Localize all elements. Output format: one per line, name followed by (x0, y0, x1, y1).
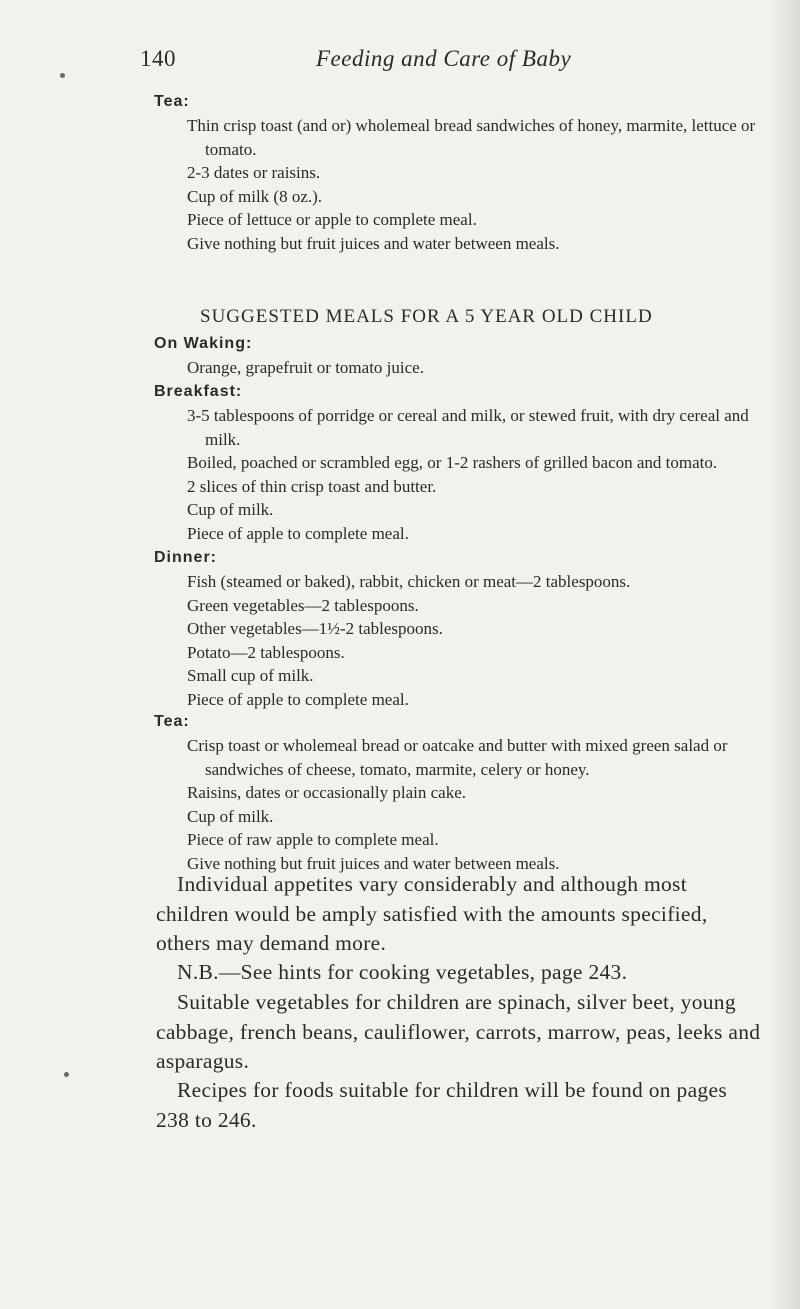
meal-dinner (154, 546, 764, 711)
meal-item: Piece of lettuce or apple to complete meal. (187, 210, 477, 229)
meal-breakfast (154, 380, 764, 545)
meal-on-waking (154, 332, 764, 380)
section-heading: SUGGESTED MEALS FOR A 5 YEAR OLD CHILD (200, 306, 653, 327)
page-number: 140 (140, 46, 176, 71)
meal-item: Piece of apple to complete meal. (187, 689, 409, 709)
tea-intro-block (154, 90, 764, 255)
meal-label: Tea: (154, 93, 190, 110)
meal-item: 3-5 tablespoons of porridge or cereal and milk, or stewed fruit, with dry cereal and milk. (187, 406, 749, 449)
print-speck (60, 73, 65, 78)
meal-label: Breakfast: (154, 383, 243, 400)
meal-item: Boiled, poached or scrambled egg, or 1-2 rashers of grilled bacon and tomato. (187, 453, 718, 472)
note-paragraph (156, 988, 764, 1077)
meal-item: Potato—2 tablespoons. (187, 642, 345, 662)
print-speck (64, 1072, 69, 1077)
meal-tea (154, 710, 764, 875)
meal-item: Raisins, dates or occasionally plain cake. (187, 783, 466, 802)
meal-item: Orange, grapefruit or tomato juice. (187, 358, 424, 377)
meal-item: Piece of raw apple to complete meal. (187, 830, 439, 849)
meal-item: Crisp toast or wholemeal bread or oatcake and butter with mixed green salad or sandwiches of cheese, tomato, marmite, celery or honey. (187, 736, 728, 779)
note-paragraph (156, 870, 764, 959)
paragraph-appetites: Individual appetites vary considerably and although most children would be amply satisfied with the amounts specified, others may demand more. (156, 872, 708, 955)
meal-item: Piece of apple to complete meal. (187, 523, 409, 543)
meal-item: Green vegetables—2 tablespoons. (187, 595, 419, 615)
running-title: Feeding and Care of Baby (316, 46, 572, 71)
paragraph-nb: N.B.—See hints for cooking vegetables, page 243. (177, 960, 628, 984)
meal-item: Fish (steamed or baked), rabbit, chicken or meat—2 tablespoons. (187, 572, 631, 591)
meal-item: Give nothing but fruit juices and water between meals. (187, 853, 560, 873)
meal-item: Thin crisp toast (and or) wholemeal bread sandwiches of honey, marmite, lettuce or tomato. (187, 116, 756, 159)
page-edge-shadow (770, 0, 800, 1309)
meal-item: 2 slices of thin crisp toast and butter. (187, 476, 437, 496)
meal-label: Tea: (154, 713, 190, 730)
meal-item: Small cup of milk. (187, 666, 314, 685)
paragraph-recipes: Recipes for foods suitable for children will be found on pages 238 to 246. (156, 1078, 727, 1132)
meal-item: 2-3 dates or raisins. (187, 163, 321, 182)
meal-item: Cup of milk. (187, 806, 274, 826)
meal-label: On Waking: (154, 335, 253, 352)
paragraph-vegetables: Suitable vegetables for children are spinach, silver beet, young cabbage, french beans, cauliflower, carrots, marrow, peas, leeks and asparagus. (156, 990, 761, 1073)
meal-label: Dinner: (154, 549, 217, 566)
note-paragraph (156, 958, 764, 988)
meal-item: Give nothing but fruit juices and water between meals. (187, 233, 560, 253)
meal-item: Cup of milk (8 oz.). (187, 186, 323, 206)
meal-item: Cup of milk. (187, 500, 274, 519)
note-paragraph (156, 1076, 764, 1135)
meal-item: Other vegetables—1½-2 tablespoons. (187, 619, 443, 638)
